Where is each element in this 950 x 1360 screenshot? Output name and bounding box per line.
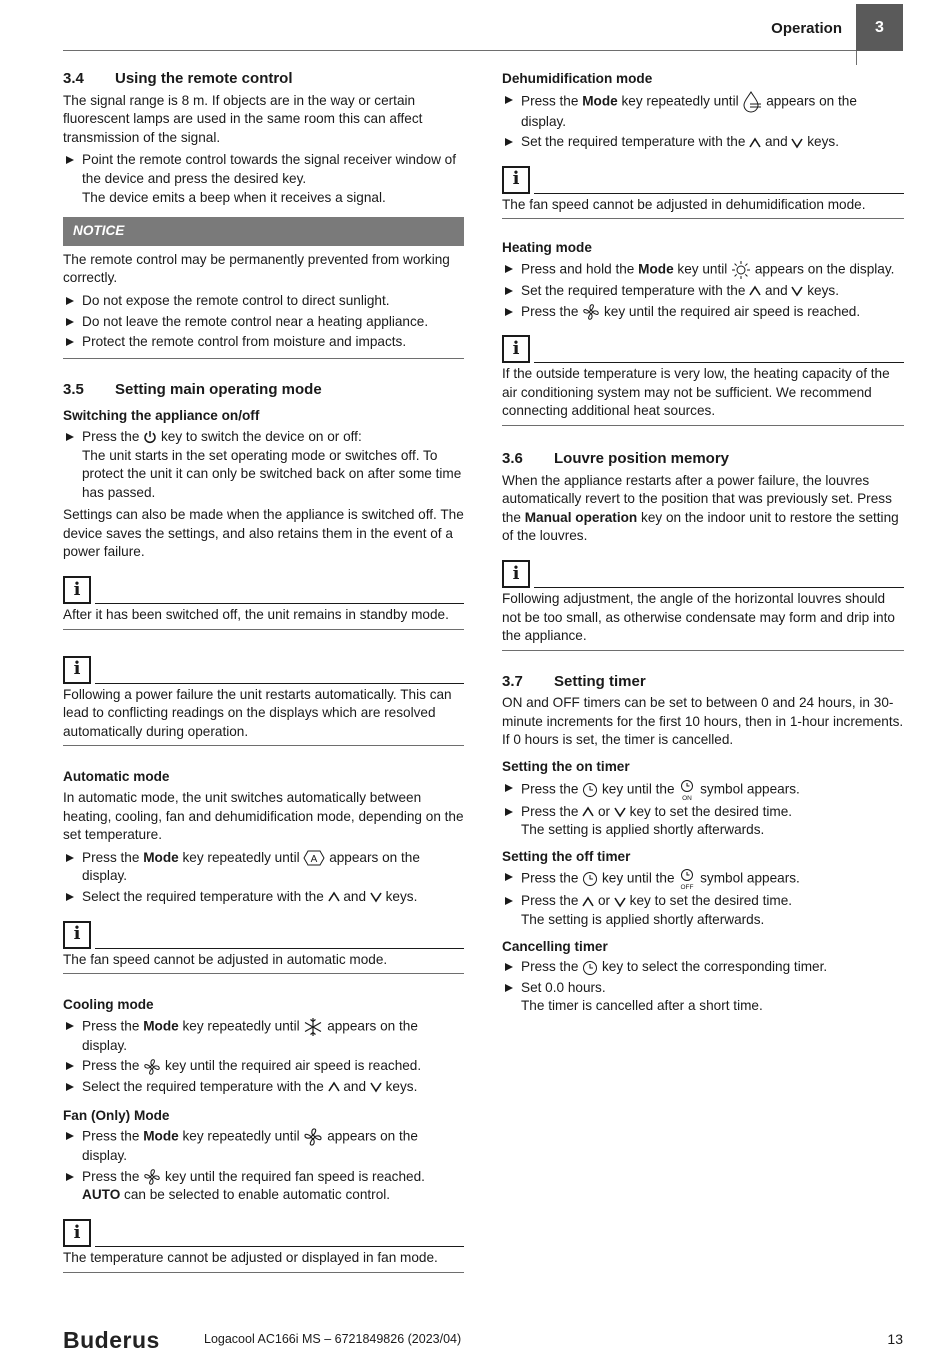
droplet-icon	[742, 91, 762, 113]
info-box-power-failure: i Following a power failure the unit restarts automatically. This can lead to conflicting readings on the displays which are resolved automatically during operation.	[63, 654, 464, 747]
info-icon: i	[63, 1219, 91, 1247]
info-icon: i	[502, 560, 530, 588]
info-icon: i	[63, 921, 91, 949]
cooling-mode-heading: Cooling mode	[63, 997, 154, 1013]
info-box-heating-capacity: i If the outside temperature is very low, the heating capacity of the air conditioning system may not be sufficient. We recommend connecting additional heat sources.	[502, 333, 904, 426]
list-item: Press the key until the OFF symbol appears.	[502, 868, 904, 890]
cancel-timer-heading: Cancelling timer	[502, 938, 608, 954]
brand-logo: Buderus	[63, 1327, 160, 1353]
info-box-louvre: i Following adjustment, the angle of the horizontal louvres should not be too small, as otherwise condensate may form and drip into the appliance.	[502, 558, 904, 651]
list-item: Press the or key to set the desired time. The setting is applied shortly afterwards.	[502, 803, 904, 840]
down-arrow-icon	[791, 137, 803, 149]
right-column	[502, 70, 904, 1020]
list-item: Do not leave the remote control near a heating appliance.	[63, 313, 464, 332]
off-timer-heading: Setting the off timer	[502, 848, 631, 864]
up-arrow-icon	[582, 896, 594, 908]
up-arrow-icon	[749, 137, 761, 149]
list-item: Set 0.0 hours. The timer is cancelled after a short time.	[502, 979, 904, 1016]
remote-steps	[63, 151, 464, 207]
automatic-mode-text: In automatic mode, the unit switches automatically between heating, cooling, fan and dehumidification mode, depending on the set temperature.	[63, 790, 464, 843]
running-header-title: Operation	[771, 20, 842, 37]
down-arrow-icon	[370, 1081, 382, 1093]
list-item: Press the Mode key repeatedly until appears on the display.	[502, 91, 904, 132]
down-arrow-icon	[614, 806, 626, 818]
list-item: Press the key to select the corresponding timer.	[502, 958, 904, 977]
down-arrow-icon	[370, 891, 382, 903]
list-item: Press the key to switch the device on or off: The unit starts in the set operating mode or switches off. To protect the unit it can only be switched back on after some time has passed.	[63, 428, 464, 502]
list-item: Press the Mode key repeatedly until A appears on the display.	[63, 849, 464, 886]
notice-text: The remote control may be permanently prevented from working correctly.	[63, 251, 450, 286]
info-icon: i	[63, 656, 91, 684]
timer-off-icon	[678, 868, 696, 890]
clock-icon	[582, 960, 598, 976]
louvre-text: When the appliance restarts after a power failure, the louvres automatically revert to the position that was previously set. Press the Manual operation key on the indoor unit to restore the setting of the louvres.	[502, 472, 899, 544]
snowflake-icon	[303, 1017, 323, 1037]
info-box-standby: i After it has been switched off, the unit remains in standby mode.	[63, 574, 464, 630]
list-item: Press the or key to set the desired time. The setting is applied shortly afterwards.	[502, 892, 904, 929]
notice-block	[63, 251, 464, 359]
timer-intro: ON and OFF timers can be set to between 0 and 24 hours, in 30-minute increments for the first 10 hours, then in 1-hour increments. If 0 hours is set, the timer is cancelled.	[502, 695, 904, 748]
remote-intro: The signal range is 8 m. If objects are in the way or certain fluorescent lamps are used in the same room this can affect transmission of the signal.	[63, 92, 423, 145]
document-reference: Logacool AC166i MS – 6721849826 (2023/04)	[204, 1332, 462, 1346]
fan-mode-heading: Fan (Only) Mode	[63, 1107, 170, 1123]
svg-text:A: A	[311, 854, 318, 866]
list-item: Select the required temperature with the and keys.	[63, 888, 464, 907]
section-3-6-heading: 3.6 Louvre position memory	[502, 449, 730, 467]
list-item: Point the remote control towards the signal receiver window of the device and press the desired key. The device emits a beep when it receives a signal.	[63, 151, 464, 207]
up-arrow-icon	[328, 891, 340, 903]
info-box-dehum-fan: i The fan speed cannot be adjusted in dehumidification mode.	[502, 164, 904, 220]
heating-mode-heading: Heating mode	[502, 240, 592, 256]
down-arrow-icon	[791, 285, 803, 297]
header-rule	[63, 50, 856, 51]
timer-on-icon	[678, 779, 696, 801]
section-3-7-heading: 3.7 Setting timer	[502, 672, 646, 690]
list-item: Press the Mode key repeatedly until appears on the display.	[63, 1017, 464, 1056]
up-arrow-icon	[328, 1081, 340, 1093]
page-number: 13	[887, 1331, 903, 1347]
onoff-heading: Switching the appliance on/off	[63, 408, 260, 424]
info-icon: i	[502, 166, 530, 194]
sun-icon	[731, 260, 751, 280]
down-arrow-icon	[614, 896, 626, 908]
auto-mode-icon	[303, 849, 325, 867]
up-arrow-icon	[749, 285, 761, 297]
section-3-5-heading: 3.5 Setting main operating mode	[63, 380, 322, 398]
list-item: Press the key until the ON symbol appears.	[502, 779, 904, 801]
svg-text:OFF: OFF	[680, 884, 694, 891]
fan-mode-icon	[303, 1127, 323, 1147]
list-item: Do not expose the remote control to direct sunlight.	[63, 292, 464, 311]
settings-text: Settings can also be made when the appliance is switched off. The device saves the settings, and also retains them in the event of a power failure.	[63, 507, 464, 560]
power-icon	[143, 430, 157, 444]
list-item: Set the required temperature with the and keys.	[502, 282, 904, 301]
list-item: Press the key until the required air speed is reached.	[502, 303, 904, 322]
section-3-4-heading: 3.4 Using the remote control	[63, 70, 293, 87]
list-item: Select the required temperature with the and keys.	[63, 1078, 464, 1097]
fan-icon	[143, 1058, 161, 1076]
list-item: Press the Mode key repeatedly until appears on the display.	[63, 1127, 464, 1166]
list-item: Press the key until the required air speed is reached.	[63, 1057, 464, 1076]
left-column	[63, 70, 464, 1285]
automatic-mode-heading: Automatic mode	[63, 769, 170, 785]
list-item: Press the key until the required fan speed is reached. AUTO can be selected to enable automatic control.	[63, 1168, 464, 1205]
info-icon: i	[502, 335, 530, 363]
list-item: Set the required temperature with the and keys.	[502, 133, 904, 152]
fan-icon	[582, 303, 600, 321]
clock-icon	[582, 871, 598, 887]
list-item: Press and hold the Mode key until appears on the display.	[502, 260, 904, 280]
list-item: Protect the remote control from moisture and impacts.	[63, 333, 464, 352]
info-box-fan-temp: i The temperature cannot be adjusted or displayed in fan mode.	[63, 1217, 464, 1273]
clock-icon	[582, 782, 598, 798]
svg-text:ON: ON	[682, 794, 693, 801]
on-timer-heading: Setting the on timer	[502, 759, 630, 775]
chapter-tab: 3	[856, 4, 903, 51]
up-arrow-icon	[582, 806, 594, 818]
header-tab-stem	[856, 51, 857, 65]
fan-icon	[143, 1168, 161, 1186]
notice-label: NOTICE	[63, 217, 464, 246]
info-icon: i	[63, 576, 91, 604]
info-box-auto-fan: i The fan speed cannot be adjusted in automatic mode.	[63, 919, 464, 975]
dehumidification-heading: Dehumidification mode	[502, 71, 653, 86]
